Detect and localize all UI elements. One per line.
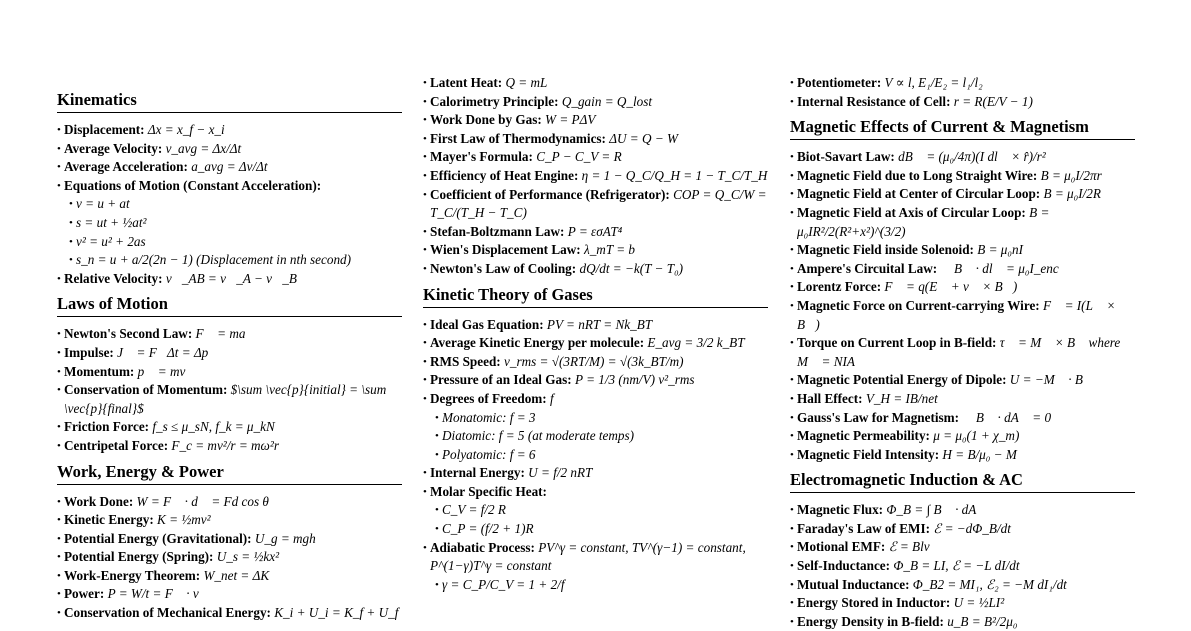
formula-label: Displacement: xyxy=(64,122,145,137)
formula-label: Mutual Inductance: xyxy=(797,576,910,592)
formula-equation: r = R(E/V − 1) xyxy=(953,93,1033,109)
formula-equation: F⃗ = I(L⃗ × B⃗) xyxy=(797,297,1116,332)
formula-equation: U = −M⃗ · B⃗ xyxy=(1009,372,1094,388)
formula-subitem xyxy=(423,576,768,595)
formula-item xyxy=(790,185,1135,204)
formula-item xyxy=(790,520,1135,539)
formula-item xyxy=(790,241,1135,260)
formula-label: Work Done by Gas: xyxy=(430,112,542,128)
formula-equation: PV^γ = constant, TV^(γ−1) = constant, P^(1−γ)T^γ = constant xyxy=(430,539,746,574)
formula-equation: Q = mL xyxy=(505,75,548,90)
formula-equation: s = ut + ½at² xyxy=(76,214,147,230)
formula-label: Magnetic Force on Current-carrying Wire: xyxy=(797,297,1040,313)
formula-item xyxy=(57,140,402,159)
formula-equation: K = ½mv² xyxy=(157,512,211,528)
formula-label: Average Kinetic Energy per molecule: xyxy=(430,335,645,351)
formula-equation: Φ_B = LI, ℰ = −L dI/dt xyxy=(893,558,1020,574)
formula-item xyxy=(423,167,768,186)
formula-equation: V_H = IB/net xyxy=(865,390,938,406)
formula-label: Magnetic Permeability: xyxy=(797,428,930,444)
formula-equation: v_avg = Δx/Δt xyxy=(165,140,242,156)
formula-equation: U_s = ½kx² xyxy=(216,549,280,565)
formula-item xyxy=(790,557,1135,576)
formula-item xyxy=(790,297,1135,334)
formula-label: Calorimetry Principle: xyxy=(430,93,559,109)
formula-equation: Monatomic: f = 3 xyxy=(442,409,536,425)
formula-label: Magnetic Flux: xyxy=(797,502,884,518)
formula-item xyxy=(790,390,1135,409)
formula-equation: p⃗ = mv⃗ xyxy=(137,363,196,379)
formula-list xyxy=(790,501,1135,631)
formula-item xyxy=(57,530,402,549)
formula-equation: C_P − C_V = R xyxy=(536,149,622,165)
formula-subitem xyxy=(423,409,768,428)
formula-equation: COP = Q_C/W = T_C/(T_H − T_C) xyxy=(430,186,767,221)
formula-item xyxy=(423,353,768,372)
formula-item xyxy=(790,260,1135,279)
formula-item xyxy=(57,418,402,437)
formula-equation: P = 1/3 (nm/V) v²_rms xyxy=(574,372,695,388)
formula-list xyxy=(423,316,768,595)
formula-label: Internal Energy: xyxy=(430,465,525,481)
formula-item xyxy=(423,130,768,149)
formula-equation: dB⃗ = (μ₀/4π)(I dl⃗ × r̂)/r² xyxy=(898,149,1046,165)
column-3 xyxy=(790,74,1135,631)
formula-list xyxy=(57,325,402,455)
formula-label: Ampere's Circuital Law: xyxy=(797,260,938,276)
column-1 xyxy=(57,90,402,623)
formula-item xyxy=(790,371,1135,390)
formula-label: Magnetic Field inside Solenoid: xyxy=(797,242,974,258)
formula-item xyxy=(57,604,402,623)
formula-label: Relative Velocity: xyxy=(64,270,163,286)
formula-item xyxy=(790,446,1135,465)
formula-item xyxy=(790,576,1135,595)
formula-item xyxy=(790,74,1135,93)
formula-label: Molar Specific Heat: xyxy=(430,483,547,499)
formula-equation: γ = C_P/C_V = 1 + 2/f xyxy=(442,576,565,592)
formula-item xyxy=(57,381,402,418)
formula-equation: u_B = B²/2μ₀ xyxy=(947,613,1018,629)
formula-item xyxy=(57,493,402,512)
formula-item xyxy=(57,121,402,140)
formula-item xyxy=(423,260,768,279)
formula-equation: ∮ B⃗ · dl⃗ = μ₀I_enc xyxy=(940,260,1059,276)
formula-equation: E_avg = 3/2 k_BT xyxy=(647,335,745,351)
formula-label: Impulse: xyxy=(64,344,114,360)
formula-equation: B = μ₀I/2R xyxy=(1043,186,1101,202)
formula-label: RMS Speed: xyxy=(430,353,501,369)
formula-item xyxy=(423,316,768,335)
formula-equation: U = ½LI² xyxy=(953,595,1005,611)
formula-equation: F⃗ = q(E⃗ + v⃗ × B⃗) xyxy=(884,279,1018,295)
formula-label: Equations of Motion (Constant Acceleration): xyxy=(64,177,322,193)
section-title: Work, Energy & Power xyxy=(57,462,402,485)
formula-label: Newton's Second Law: xyxy=(64,326,193,342)
formula-item xyxy=(57,363,402,382)
formula-label: Power: xyxy=(64,586,105,602)
formula-equation: τ⃗ = M⃗ × B⃗ where M⃗ = NIA⃗ xyxy=(797,335,1121,369)
formula-item xyxy=(423,74,768,93)
formula-label: Torque on Current Loop in B-field: xyxy=(797,335,997,351)
formula-equation: $\sum \vec{p}{initial} = \sum \vec{p}{final}$ xyxy=(64,382,387,416)
formula-equation: f xyxy=(549,390,554,406)
formula-item xyxy=(790,204,1135,241)
formula-item xyxy=(423,464,768,483)
formula-item xyxy=(57,511,402,530)
formula-equation: B = μ₀nI xyxy=(977,242,1023,258)
formula-item xyxy=(790,278,1135,297)
formula-item xyxy=(57,325,402,344)
formula-label: Average Velocity: xyxy=(64,140,163,156)
formula-item xyxy=(790,93,1135,112)
section-title: Electromagnetic Induction & AC xyxy=(790,470,1135,493)
formula-list xyxy=(423,74,768,279)
formula-item xyxy=(423,223,768,242)
formula-item xyxy=(790,148,1135,167)
formula-label: Efficiency of Heat Engine: xyxy=(430,167,579,183)
formula-list xyxy=(57,121,402,288)
formula-item xyxy=(423,539,768,576)
formula-equation: s_n = u + a/2(2n − 1) (Displacement in nth second) xyxy=(76,252,352,268)
formula-label: Newton's Law of Cooling: xyxy=(430,260,577,276)
formula-item xyxy=(57,567,402,586)
formula-equation: Q_gain = Q_lost xyxy=(561,93,653,109)
formula-label: Ideal Gas Equation: xyxy=(430,316,544,332)
formula-label: Latent Heat: xyxy=(430,75,503,90)
formula-equation: H = B/μ₀ − M xyxy=(942,446,1017,462)
formula-subitem xyxy=(423,427,768,446)
formula-subitem xyxy=(423,520,768,539)
formula-equation: Φ_B = ∫ B⃗ · dA⃗ xyxy=(886,502,987,518)
formula-equation: Δx = x_f − x_i xyxy=(147,122,225,137)
formula-label: Potential Energy (Spring): xyxy=(64,549,214,565)
formula-item xyxy=(790,409,1135,428)
formula-item xyxy=(423,93,768,112)
formula-item xyxy=(57,437,402,456)
formula-equation: W = PΔV xyxy=(545,112,596,128)
formula-label: Coefficient of Performance (Refrigerator): xyxy=(430,186,670,202)
formula-subitem xyxy=(423,446,768,465)
formula-label: Degrees of Freedom: xyxy=(430,390,547,406)
formula-equation: U = f/2 nRT xyxy=(528,465,593,481)
formula-equation: J⃗ = F⃗Δt = Δp⃗ xyxy=(117,344,219,360)
formula-equation: P = W/t = F⃗ · v⃗ xyxy=(107,586,210,602)
formula-equation: v² = u² + 2as xyxy=(76,233,146,249)
formula-label: Conservation of Momentum: xyxy=(64,382,228,398)
formula-equation: dQ/dt = −k(T − T₀) xyxy=(579,260,684,276)
section-title: Kinetic Theory of Gases xyxy=(423,285,768,308)
formula-equation: W = F⃗ · d⃗ = Fd cos θ xyxy=(136,493,269,509)
formula-label: Magnetic Field due to Long Straight Wire: xyxy=(797,167,1038,183)
formula-equation: v⃗_AB = v⃗_A − v⃗_B xyxy=(165,270,297,286)
formula-label: Work-Energy Theorem: xyxy=(64,567,201,583)
formula-item xyxy=(790,594,1135,613)
formula-label: Momentum: xyxy=(64,363,135,379)
formula-label: Work Done: xyxy=(64,493,134,509)
formula-label: Potential Energy (Gravitational): xyxy=(64,530,252,546)
formula-equation: B = μ₀I/2πr xyxy=(1040,167,1102,183)
formula-item xyxy=(57,177,402,196)
formula-item xyxy=(57,585,402,604)
formula-equation: η = 1 − Q_C/Q_H = 1 − T_C/T_H xyxy=(581,167,768,183)
formula-item xyxy=(57,344,402,363)
formula-equation: λ_mT = b xyxy=(583,242,635,258)
formula-list xyxy=(790,148,1135,464)
formula-equation: f_s ≤ μ_sN, f_k = μ_kN xyxy=(152,419,275,435)
formula-label: Pressure of an Ideal Gas: xyxy=(430,372,572,388)
formula-item xyxy=(423,111,768,130)
formula-label: Lorentz Force: xyxy=(797,279,882,295)
formula-item xyxy=(790,427,1135,446)
formula-label: Energy Stored in Inductor: xyxy=(797,595,951,611)
formula-label: Centripetal Force: xyxy=(64,437,169,453)
formula-equation: K_i + U_i = K_f + U_f xyxy=(274,605,399,621)
formula-equation: W_net = ΔK xyxy=(203,567,270,583)
section-title: Laws of Motion xyxy=(57,294,402,317)
formula-label: Motional EMF: xyxy=(797,539,886,555)
formula-label: Stefan-Boltzmann Law: xyxy=(430,223,565,239)
formula-item xyxy=(790,538,1135,557)
formula-equation: v_rms = √(3RT/M) = √(3k_BT/m) xyxy=(504,353,684,369)
formula-item xyxy=(423,148,768,167)
formula-equation: V ∝ l, E₁/E₂ = l₁/l₂ xyxy=(884,75,983,90)
formula-equation: Polyatomic: f = 6 xyxy=(442,446,536,462)
formula-equation: Φ_B2 = MI₁, ℰ₂ = −M dI₁/dt xyxy=(912,576,1067,592)
formula-item xyxy=(423,334,768,353)
formula-equation: Diatomic: f = 5 (at moderate temps) xyxy=(442,428,635,444)
formula-equation: a_avg = Δv/Δt xyxy=(191,159,268,175)
formula-subitem xyxy=(57,233,402,252)
formula-label: Kinetic Energy: xyxy=(64,512,154,528)
formula-label: Gauss's Law for Magnetism: xyxy=(797,409,960,425)
formula-item xyxy=(790,334,1135,371)
formula-label: Hall Effect: xyxy=(797,390,863,406)
formula-item xyxy=(423,186,768,223)
formula-label: Magnetic Potential Energy of Dipole: xyxy=(797,372,1007,388)
formula-equation: ∮ B⃗ · dA⃗ = 0 xyxy=(962,409,1052,425)
formula-label: Conservation of Mechanical Energy: xyxy=(64,605,271,621)
formula-label: First Law of Thermodynamics: xyxy=(430,130,606,146)
formula-subitem xyxy=(57,251,402,270)
formula-equation: ℰ = Blv xyxy=(888,539,930,555)
formula-equation: P = εσAT⁴ xyxy=(567,223,623,239)
formula-subitem xyxy=(423,501,768,520)
formula-label: Faraday's Law of EMI: xyxy=(797,520,930,536)
formula-item xyxy=(423,483,768,502)
formula-equation: C_V = f/2 R xyxy=(442,502,506,518)
formula-label: Mayer's Formula: xyxy=(430,149,533,165)
formula-list xyxy=(57,493,402,623)
formula-item xyxy=(790,167,1135,186)
formula-label: Biot-Savart Law: xyxy=(797,149,895,165)
section-title: Magnetic Effects of Current & Magnetism xyxy=(790,117,1135,140)
formula-label: Magnetic Field Intensity: xyxy=(797,446,940,462)
formula-label: Magnetic Field at Axis of Circular Loop: xyxy=(797,204,1026,220)
formula-equation: U_g = mgh xyxy=(254,530,316,546)
formula-list xyxy=(790,74,1135,111)
formula-item xyxy=(57,158,402,177)
formula-item xyxy=(57,548,402,567)
formula-label: Adiabatic Process: xyxy=(430,539,535,555)
formula-label: Internal Resistance of Cell: xyxy=(797,93,951,109)
formula-equation: C_P = (f/2 + 1)R xyxy=(442,521,534,537)
formula-label: Average Acceleration: xyxy=(64,159,188,175)
formula-subitem xyxy=(57,195,402,214)
section-title: Kinematics xyxy=(57,90,402,113)
formula-item xyxy=(423,241,768,260)
formula-equation: ΔU = Q − W xyxy=(609,130,679,146)
formula-equation: PV = nRT = Nk_BT xyxy=(546,316,653,332)
formula-equation: F⃗ = ma⃗ xyxy=(195,326,256,342)
formula-equation: v = u + at xyxy=(76,196,130,212)
formula-item xyxy=(790,613,1135,631)
formula-label: Self-Inductance: xyxy=(797,558,891,574)
formula-label: Magnetic Field at Center of Circular Loop: xyxy=(797,186,1041,202)
formula-item xyxy=(423,371,768,390)
formula-label: Wien's Displacement Law: xyxy=(430,242,581,258)
formula-label: Friction Force: xyxy=(64,419,150,435)
formula-equation: μ = μ₀(1 + χ_m) xyxy=(933,428,1020,444)
formula-item xyxy=(423,390,768,409)
formula-item xyxy=(57,270,402,289)
formula-subitem xyxy=(57,214,402,233)
formula-equation: B = μ₀IR²/2(R²+x²)^(3/2) xyxy=(797,204,1050,239)
formula-item xyxy=(790,501,1135,520)
formula-equation: F_c = mv²/r = mω²r xyxy=(171,437,279,453)
column-2 xyxy=(423,74,768,594)
formula-label: Energy Density in B-field: xyxy=(797,613,944,629)
formula-equation: ℰ = −dΦ_B/dt xyxy=(933,520,1011,536)
formula-label: Potentiometer: xyxy=(797,75,882,90)
